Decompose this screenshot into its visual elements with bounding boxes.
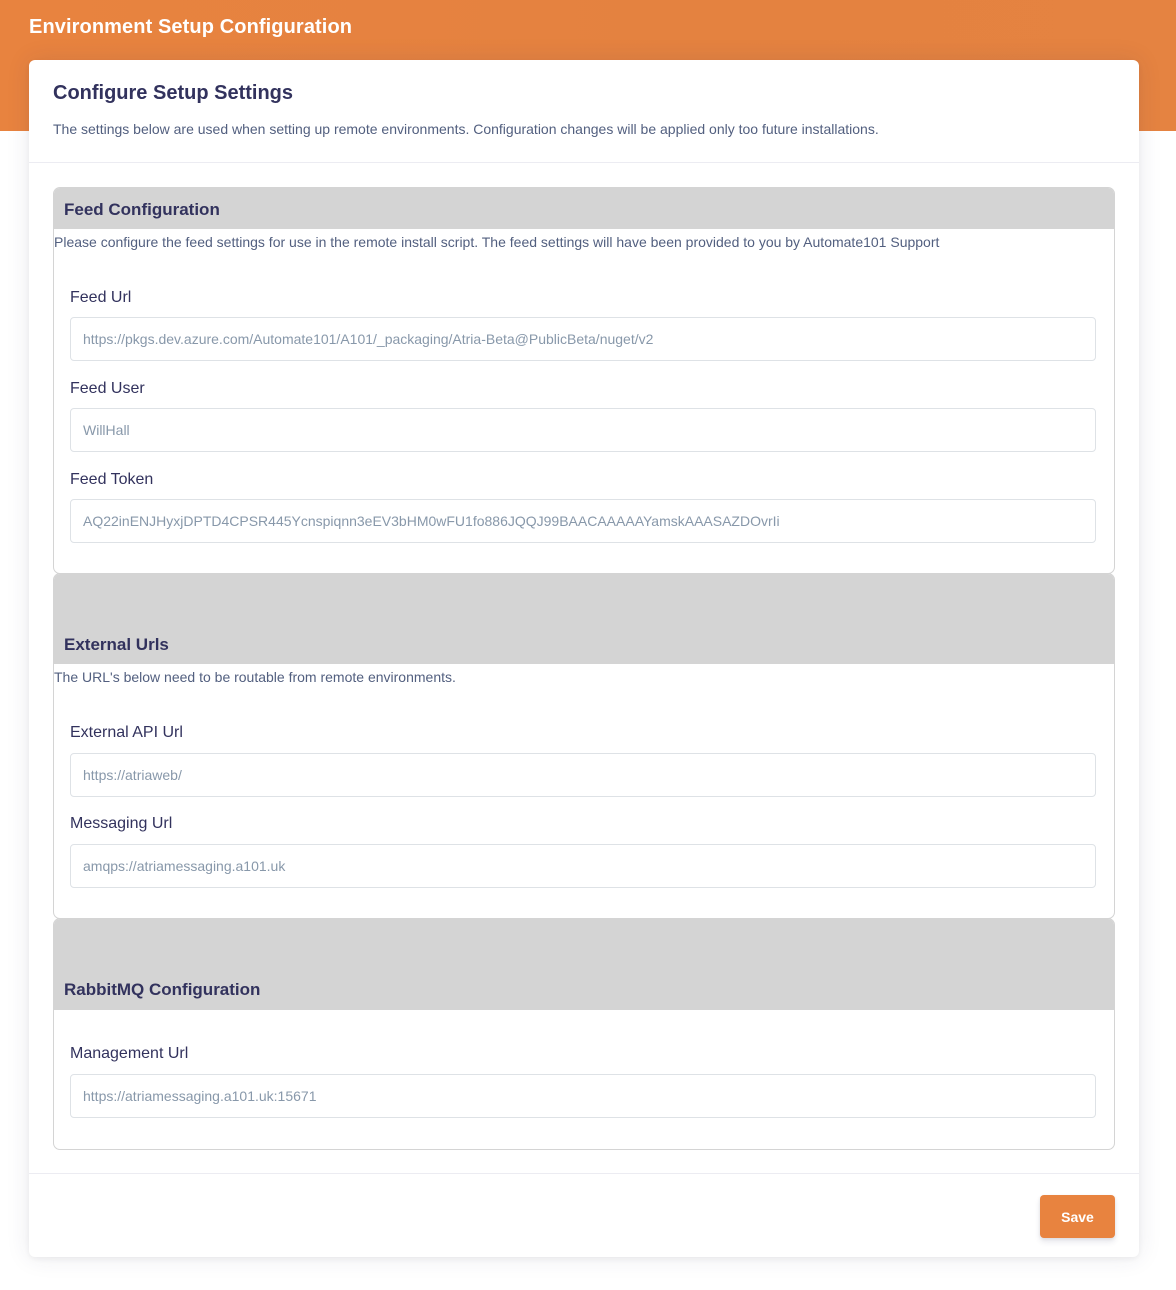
section-title-feed: Feed Configuration (64, 200, 220, 219)
messaging-url-label: Messaging Url (70, 815, 173, 832)
app-title: Environment Setup Configuration (29, 16, 353, 38)
card-header (29, 60, 1139, 163)
external-urls-section (53, 573, 1115, 919)
section-title-rabbitmq: RabbitMQ Configuration (64, 980, 261, 999)
rabbitmq-configuration-section (53, 918, 1115, 1150)
section-header (54, 188, 1114, 229)
external-api-url-label: External API Url (70, 724, 183, 741)
feed-token-label: Feed Token (70, 471, 154, 488)
messaging-url-input[interactable] (70, 844, 1096, 888)
section-description-external: The URL's below need to be routable from remote environments. (54, 669, 456, 685)
card-title: Configure Setup Settings (53, 82, 293, 104)
feed-user-label: Feed User (70, 380, 145, 397)
section-header (54, 919, 1114, 1010)
section-description-feed: Please configure the feed settings for use in the remote install script. The feed settings will have been provided to you by Automate101 Support (54, 234, 940, 250)
external-api-url-input[interactable] (70, 753, 1096, 797)
feed-url-label: Feed Url (70, 289, 132, 306)
management-url-input[interactable] (70, 1074, 1096, 1118)
section-header (54, 574, 1114, 664)
management-url-label: Management Url (70, 1045, 189, 1062)
card-subtitle: The settings below are used when setting up remote environments. Configuration changes will be applied only too future installations. (53, 121, 879, 137)
settings-card (29, 60, 1139, 1257)
feed-user-input[interactable] (70, 408, 1096, 452)
feed-token-input[interactable] (70, 499, 1096, 543)
card-footer (29, 1173, 1139, 1258)
feed-url-input[interactable] (70, 317, 1096, 361)
section-title-external: External Urls (64, 635, 169, 654)
feed-configuration-section (53, 187, 1115, 574)
save-button[interactable]: Save (1040, 1195, 1115, 1238)
